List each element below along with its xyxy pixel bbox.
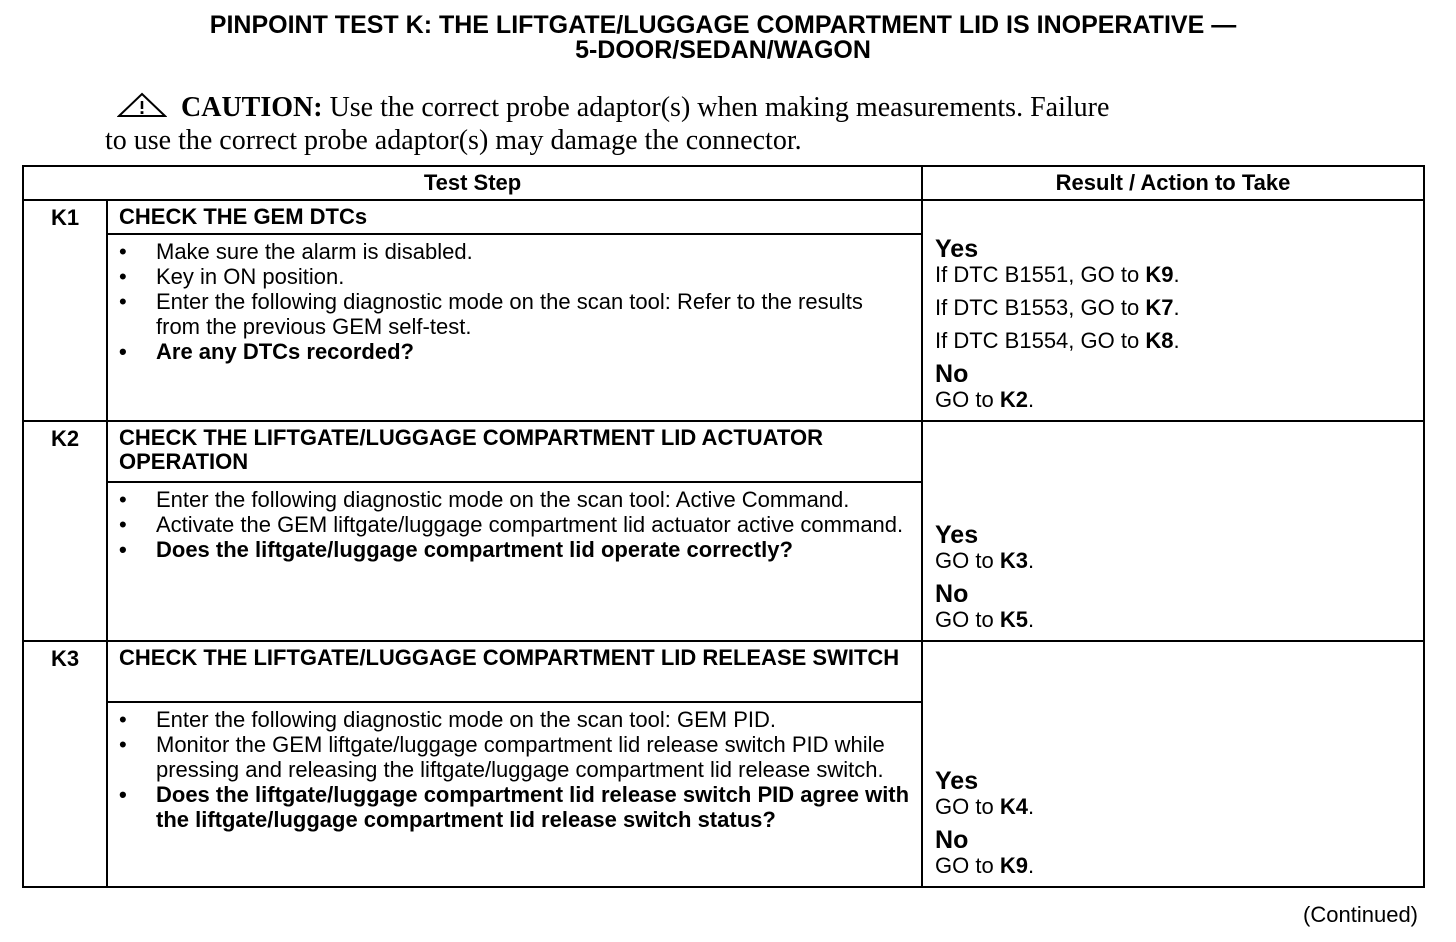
step-instruction: • Enter the following diagnostic mode on the scan tool: Active Command. [156, 487, 911, 512]
pinpoint-test-table [22, 165, 1425, 888]
step-question: • Does the liftgate/luggage compartment lid release switch PID agree with the liftgate/luggage compartment lid release switch status? [156, 782, 911, 832]
action-text: GO to [935, 607, 1000, 632]
action-text: GO to [935, 548, 1000, 573]
action-text: GO to [935, 853, 1000, 878]
step-title-row [23, 200, 1424, 234]
step-title-row [23, 641, 1424, 702]
yes-label: Yes [935, 767, 979, 795]
step-result-cell [922, 200, 1424, 421]
step-id: K1 [23, 200, 107, 234]
action-target-step: K2 [999, 387, 1028, 412]
action-target-step: K9 [999, 853, 1028, 878]
action-suffix: . [1173, 295, 1180, 320]
title-line-2: 5-DOOR/SEDAN/WAGON [575, 36, 871, 64]
action-text: If DTC B1553, GO to [935, 295, 1146, 320]
step-instruction: • Enter the following diagnostic mode on the scan tool: Refer to the results from the previous GEM self-test. [156, 289, 911, 339]
step-title: CHECK THE GEM DTCs [107, 200, 922, 234]
page-title [0, 13, 1446, 63]
yes-action [935, 794, 1413, 820]
no-action [935, 607, 1413, 633]
step-instructions [108, 235, 921, 372]
step-id-continuation [23, 234, 107, 421]
test-steps [23, 200, 1424, 887]
yes-action [935, 328, 1413, 354]
action-target-step: K7 [1145, 295, 1174, 320]
action-suffix: . [1173, 328, 1180, 353]
step-title-row [23, 421, 1424, 482]
step-id-continuation [23, 702, 107, 887]
step-instruction: • Monitor the GEM liftgate/luggage compartment lid release switch PID while pressing and releasing the liftgate/luggage compartment lid release switch. [156, 732, 911, 782]
step-instructions-cell [107, 702, 922, 887]
caution-text-line-2: to use the correct probe adaptor(s) may damage the connector. [105, 125, 802, 156]
yes-label: Yes [935, 521, 979, 549]
continued-label: (Continued) [1303, 902, 1418, 927]
caution-text-line-1: Use the correct probe adaptor(s) when making measurements. Failure [329, 92, 1110, 123]
no-label: No [935, 826, 969, 854]
step-title: CHECK THE LIFTGATE/LUGGAGE COMPARTMENT LID RELEASE SWITCH [107, 641, 922, 702]
action-target-step: K5 [999, 607, 1028, 632]
yes-action [935, 262, 1413, 288]
pinpoint-test-table-wrapper [22, 165, 1425, 888]
caution-line-1 [105, 92, 1335, 125]
step-instruction: • Key in ON position. [156, 264, 911, 289]
step-result-cell [922, 641, 1424, 887]
step-question: • Does the liftgate/luggage compartment lid operate correctly? [156, 537, 911, 562]
yes-action [935, 295, 1413, 321]
step-id: K2 [23, 421, 107, 482]
action-text: If DTC B1551, GO to [935, 262, 1146, 287]
step-id: K3 [23, 641, 107, 702]
step-result-actions [923, 769, 1423, 879]
action-text: GO to [935, 387, 1000, 412]
header-test-step: Test Step [23, 166, 922, 200]
action-suffix: . [1173, 262, 1180, 287]
action-target-step: K4 [999, 794, 1028, 819]
no-action [935, 853, 1413, 879]
step-id-continuation [23, 482, 107, 641]
action-suffix: . [1027, 387, 1035, 412]
action-suffix: . [1027, 794, 1035, 819]
step-question: • Are any DTCs recorded? [156, 339, 911, 364]
caution-notice [105, 92, 1335, 156]
no-label: No [935, 580, 969, 608]
step-instruction: • Enter the following diagnostic mode on the scan tool: GEM PID. [156, 707, 911, 732]
action-suffix: . [1027, 607, 1035, 632]
step-instructions-cell [107, 234, 922, 421]
header-result-action: Result / Action to Take [922, 166, 1424, 200]
action-target-step: K9 [1145, 262, 1174, 287]
action-target-step: K3 [999, 548, 1028, 573]
step-instructions [108, 703, 921, 840]
step-instructions-cell [107, 482, 922, 641]
action-suffix: . [1027, 853, 1035, 878]
step-instruction: • Activate the GEM liftgate/luggage compartment lid actuator active command. [156, 512, 911, 537]
step-instruction: • Make sure the alarm is disabled. [156, 239, 911, 264]
action-suffix: . [1027, 548, 1035, 573]
no-label: No [935, 360, 969, 388]
yes-label: Yes [935, 235, 979, 263]
action-text: GO to [935, 794, 1000, 819]
action-target-step: K8 [1145, 328, 1174, 353]
step-result-cell [922, 421, 1424, 641]
title-line-1: PINPOINT TEST K: THE LIFTGATE/LUGGAGE COMPARTMENT LID IS INOPERATIVE — [209, 11, 1237, 39]
step-title: CHECK THE LIFTGATE/LUGGAGE COMPARTMENT LID ACTUATOR OPERATION [107, 421, 922, 482]
step-result-actions [923, 523, 1423, 633]
caution-label: CAUTION: [181, 92, 323, 123]
step-instructions [108, 483, 921, 570]
action-text: If DTC B1554, GO to [935, 328, 1146, 353]
step-result-actions [923, 237, 1423, 413]
warning-triangle-icon [117, 92, 167, 125]
no-action [935, 387, 1413, 413]
table-header-row [23, 166, 1424, 200]
yes-action [935, 548, 1413, 574]
